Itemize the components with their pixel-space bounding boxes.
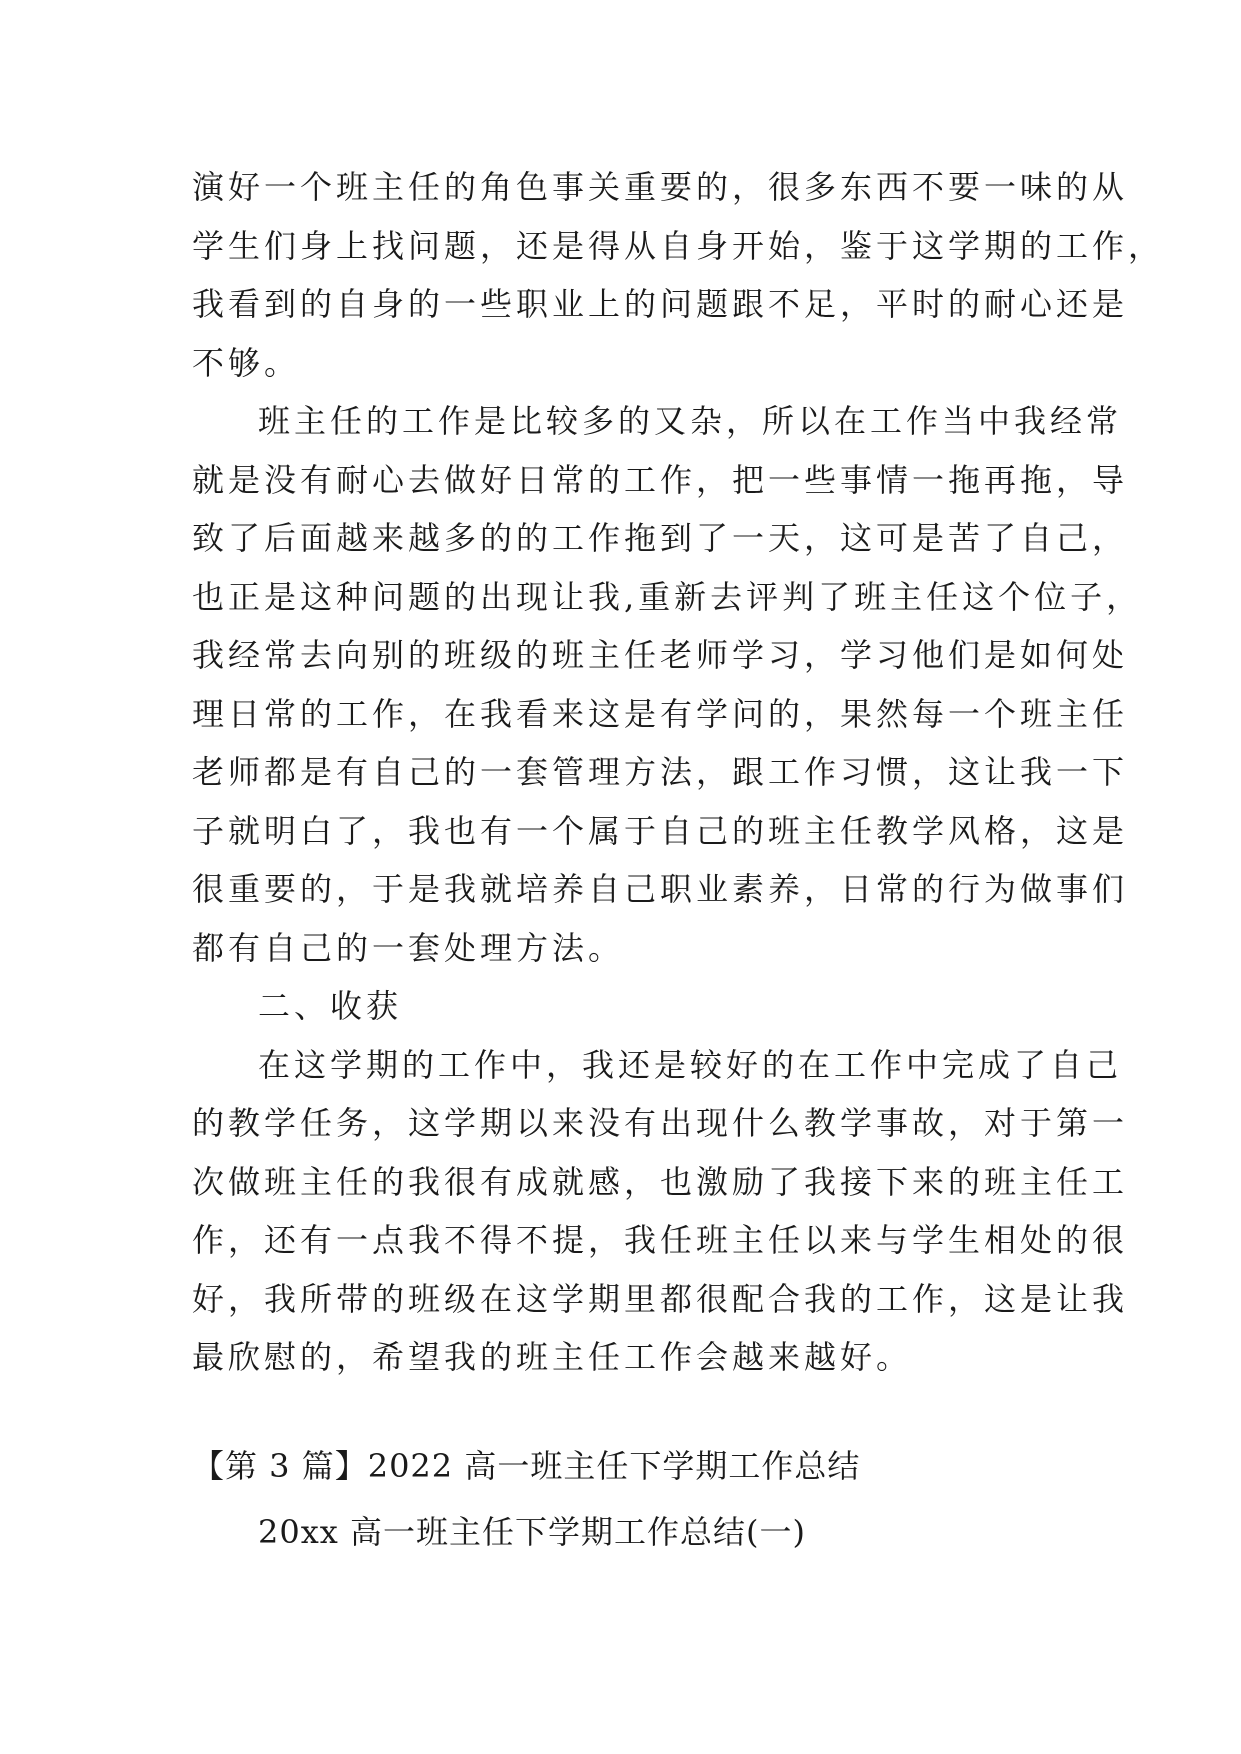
section-subtitle: 20xx 高一班主任下学期工作总结(一) [258, 1513, 806, 1551]
section-heading-gains: 二、收获 [258, 987, 403, 1025]
paragraph-line: 最欣慰的，希望我的班主任工作会越来越好。 [192, 1338, 913, 1376]
paragraph-line: 我看到的自身的一些职业上的问题跟不足，平时的耐心还是 [192, 285, 1129, 323]
paragraph-line: 也正是这种问题的出现让我,重新去评判了班主任这个位子， [192, 577, 1143, 616]
section-heading-block [192, 1433, 1092, 1565]
paragraph-line: 子就明白了，我也有一个属于自己的班主任教学风格，这是 [192, 811, 1129, 850]
paragraph-line: 不够。 [192, 343, 301, 382]
paragraph-line: 演好一个班主任的角色事关重要的，很多东西不要一味的从 [192, 168, 1129, 206]
paragraph-line: 老师都是有自己的一套管理方法，跟工作习惯，这让我一下 [192, 753, 1129, 791]
paragraph-line: 学生们身上找问题，还是得从自身开始，鉴于这学期的工作， [192, 226, 1165, 265]
paragraph-line: 在这学期的工作中，我还是较好的在工作中完成了自己 [258, 1045, 1123, 1084]
paragraph-line: 我经常去向别的班级的班主任老师学习，学习他们是如何处 [192, 636, 1129, 674]
paragraph-line: 很重要的，于是我就培养自己职业素养，日常的行为做事们 [192, 870, 1129, 908]
paragraph-line: 作，还有一点我不得不提，我任班主任以来与学生相处的很 [192, 1221, 1129, 1259]
paragraph-line: 理日常的工作，在我看来这是有学问的，果然每一个班主任 [192, 694, 1129, 733]
paragraph-line: 次做班主任的我很有成就感，也激励了我接下来的班主任工 [192, 1162, 1129, 1201]
paragraph-line: 的教学任务，这学期以来没有出现什么教学事故，对于第一 [192, 1104, 1129, 1142]
paragraph-line: 好，我所带的班级在这学期里都很配合我的工作，这是让我 [192, 1279, 1129, 1318]
section-title: 【第 3 篇】2022 高一班主任下学期工作总结 [192, 1447, 861, 1485]
paragraph-line: 班主任的工作是比较多的又杂，所以在工作当中我经常 [258, 402, 1123, 440]
paragraph-line: 致了后面越来越多的的工作拖到了一天，这可是苦了自己， [192, 519, 1129, 557]
paragraph-line: 都有自己的一套处理方法。 [192, 928, 625, 967]
document-body [192, 158, 1165, 1387]
paragraph-line: 就是没有耐心去做好日常的工作，把一些事情一拖再拖，导 [192, 460, 1129, 499]
